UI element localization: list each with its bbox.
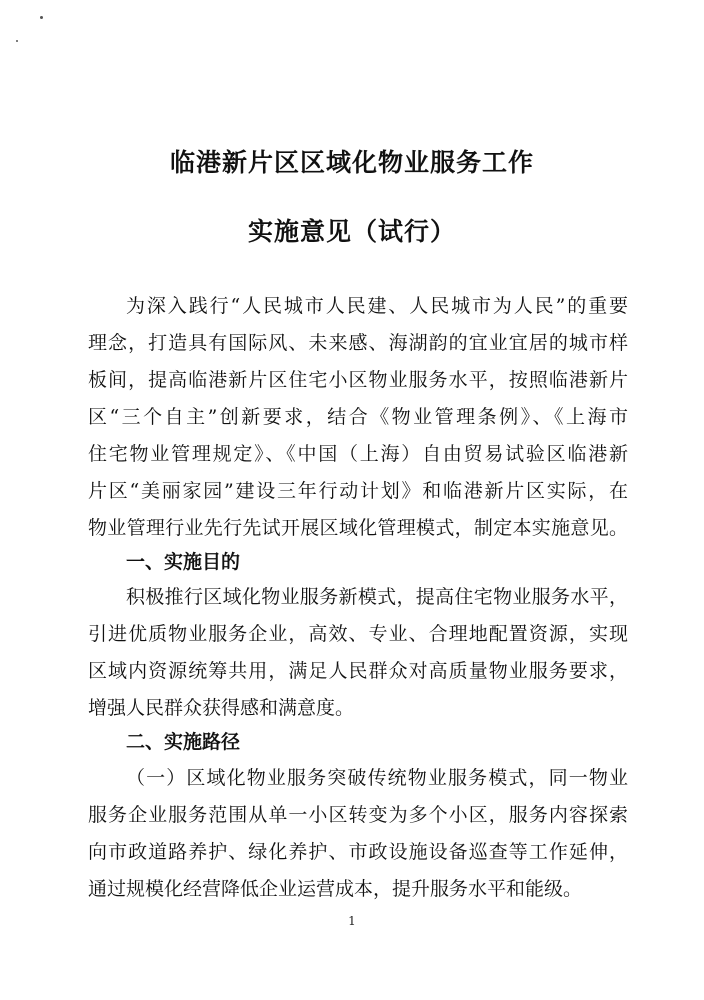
intro-line: 板间，提高临港新片区住宅小区物业服务水平，按照临港新片 — [88, 369, 628, 391]
section1-line: 引进优质物业服务企业，高效、专业、合理地配置资源，实现 — [88, 623, 628, 645]
intro-line: 物业管理行业先行先试开展区域化管理模式，制定本实施意见。 — [88, 517, 628, 539]
intro-line: 为深入践行“人民城市人民建、人民城市为人民”的重要 — [126, 295, 628, 317]
intro-line: 住宅物业管理规定》、《中国（上海）自由贸易试验区临港新 — [88, 443, 628, 465]
document-title-line2: 实施意见（试行） — [247, 217, 456, 246]
document-title-line1: 临港新片区区域化物业服务工作 — [169, 148, 534, 177]
section1-line: 区域内资源统筹共用，满足人民群众对高质量物业服务要求， — [88, 660, 628, 682]
section1-line: 积极推行区域化物业服务新模式，提高住宅物业服务水平， — [126, 586, 628, 608]
section2-line: （一）区域化物业服务突破传统物业服务模式，同一物业 — [126, 767, 628, 789]
section1-line: 增强人民群众获得感和满意度。 — [88, 697, 355, 719]
section2-line: 向市政道路养护、绿化养护、市政设施设备巡查等工作延伸， — [88, 841, 628, 863]
intro-line: 片区“美丽家园”建设三年行动计划》和临港新片区实际，在 — [88, 480, 628, 502]
section-heading-path: 二、实施路径 — [126, 731, 241, 753]
page-number: 1 — [348, 914, 356, 928]
section-heading-purpose: 一、实施目的 — [126, 551, 241, 573]
scan-speck — [40, 16, 43, 19]
section2-line: 通过规模化经营降低企业运营成本，提升服务水平和能级。 — [88, 878, 583, 900]
intro-line: 区“三个自主”创新要求，结合《物业管理条例》、《上海市 — [88, 406, 628, 428]
intro-line: 理念，打造具有国际风、未来感、海湖韵的宜业宜居的城市样 — [88, 332, 628, 354]
section2-line: 服务企业服务范围从单一小区转变为多个小区，服务内容探索 — [88, 804, 628, 826]
scan-speck — [16, 40, 18, 42]
